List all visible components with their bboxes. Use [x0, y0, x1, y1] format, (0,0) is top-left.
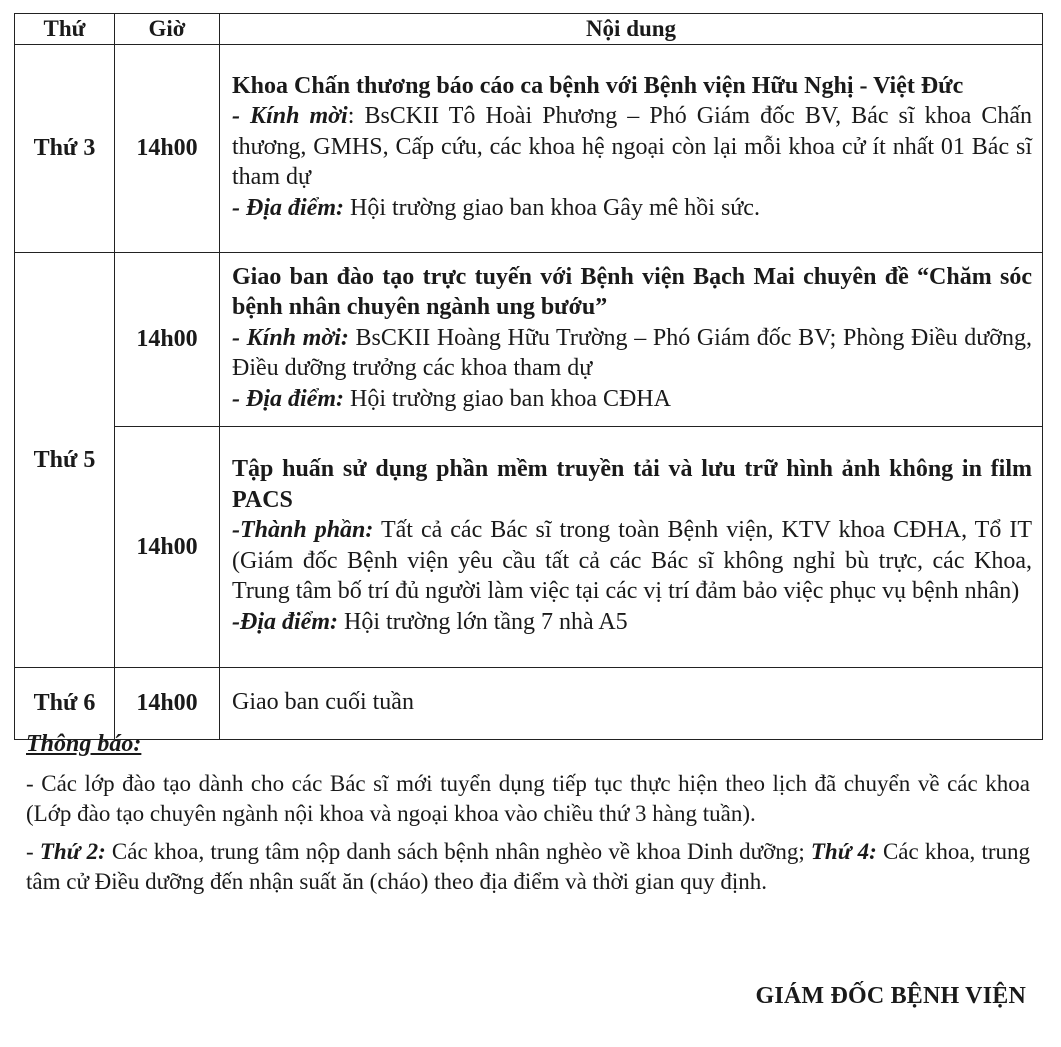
day-cell: Thứ 5: [15, 253, 115, 668]
event-invite: [232, 101, 1032, 193]
event-title: Giao ban đào tạo trực tuyến với Bệnh viện Bạch Mai chuyên đề “Chăm sóc bệnh nhân chuyên ngành ung bướu”: [232, 263, 1032, 321]
content-cell: [220, 45, 1043, 253]
table-header-row: [15, 14, 1043, 45]
table-row: [15, 253, 1043, 427]
event-title: Khoa Chấn thương báo cáo ca bệnh với Bệnh viện Hữu Nghị - Việt Đức: [232, 72, 964, 99]
notice-text: Các khoa, trung tâm nộp danh sách bệnh nhân nghèo về khoa Dinh dưỡng;: [105, 839, 811, 864]
notice-paragraph: - Các lớp đào tạo dành cho các Bác sĩ mới tuyển dụng tiếp tục thực hiện theo lịch đã chuyển về các khoa (Lớp đào tạo chuyên ngành nội khoa và ngoại khoa vào chiều thứ 3 hàng tuần).: [26, 771, 1030, 826]
location-text: Hội trường lớn tầng 7 nhà A5: [337, 608, 628, 635]
location-text: Hội trường giao ban khoa Gây mê hồi sức.: [343, 194, 760, 221]
notice-prefix: -: [26, 839, 40, 864]
time-cell: 14h00: [115, 668, 220, 740]
content-cell: Giao ban cuối tuần: [220, 668, 1043, 740]
time-cell: 14h00: [115, 427, 220, 668]
time-cell: 14h00: [115, 45, 220, 253]
notice-title: Thông báo:: [26, 731, 142, 757]
invite-label: - Kính mời: [232, 103, 348, 130]
table-row: [15, 427, 1043, 668]
invite-text: : BsCKII Tô Hoài Phương – Phó Giám đốc BV, Bác sĩ khoa Chấn thương, GMHS, Cấp cứu, các khoa hệ ngoại còn lại mỗi khoa cử ít nhất 01 Bác sĩ tham dự: [232, 103, 1033, 191]
invite-label: - Kính mời:: [232, 324, 349, 351]
participants-label: -Thành phần:: [232, 517, 374, 543]
time-cell: 14h00: [115, 253, 220, 427]
notice-label: Thứ 4:: [810, 839, 877, 864]
notice-section: [26, 729, 1030, 905]
location-label: -Địa điểm:: [232, 608, 338, 635]
event-location: [232, 193, 1032, 224]
event-invite: [232, 323, 1032, 384]
location-label: - Địa điểm:: [232, 194, 344, 221]
header-time: Giờ: [115, 14, 220, 45]
location-label: - Địa điểm:: [232, 385, 344, 412]
header-content: Nội dung: [220, 14, 1043, 45]
day-cell: Thứ 6: [15, 668, 115, 740]
content-cell: [220, 253, 1043, 427]
signature-title: GIÁM ĐỐC BỆNH VIỆN: [755, 983, 1026, 1009]
event-location: [232, 384, 1032, 415]
content-cell: [220, 427, 1043, 668]
header-day: Thứ: [15, 14, 115, 45]
participants-text: Tất cả các Bác sĩ trong toàn Bệnh viện, KTV khoa CĐHA, Tổ IT (Giám đốc Bệnh viện yêu cầu tất cả các Bác sĩ không nghỉ bù trực, các Khoa, Trung tâm bố trí đủ người làm việc tại các vị trí đảm bảo việc phục vụ bệnh nhân): [232, 517, 1032, 604]
notice-label: Thứ 2:: [39, 839, 106, 864]
schedule-table: [14, 13, 1043, 740]
table-row: [15, 45, 1043, 253]
location-text: Hội trường giao ban khoa CĐHA: [343, 385, 671, 412]
day-cell: Thứ 3: [15, 45, 115, 253]
event-participants: [232, 515, 1032, 607]
notice-paragraph: [26, 837, 1030, 897]
event-title: Tập huấn sử dụng phần mềm truyền tải và lưu trữ hình ảnh không in film PACS: [232, 456, 1032, 513]
notice-text: Các khoa, trung tâm cử Điều dưỡng đến nhận suất ăn (cháo) theo địa điểm và thời gian quy định.: [26, 839, 1031, 894]
event-location: [232, 607, 1032, 638]
invite-text: BsCKII Hoàng Hữu Trường – Phó Giám đốc BV; Phòng Điều dưỡng, Điều dưỡng trưởng các khoa tham dự: [232, 324, 1032, 382]
